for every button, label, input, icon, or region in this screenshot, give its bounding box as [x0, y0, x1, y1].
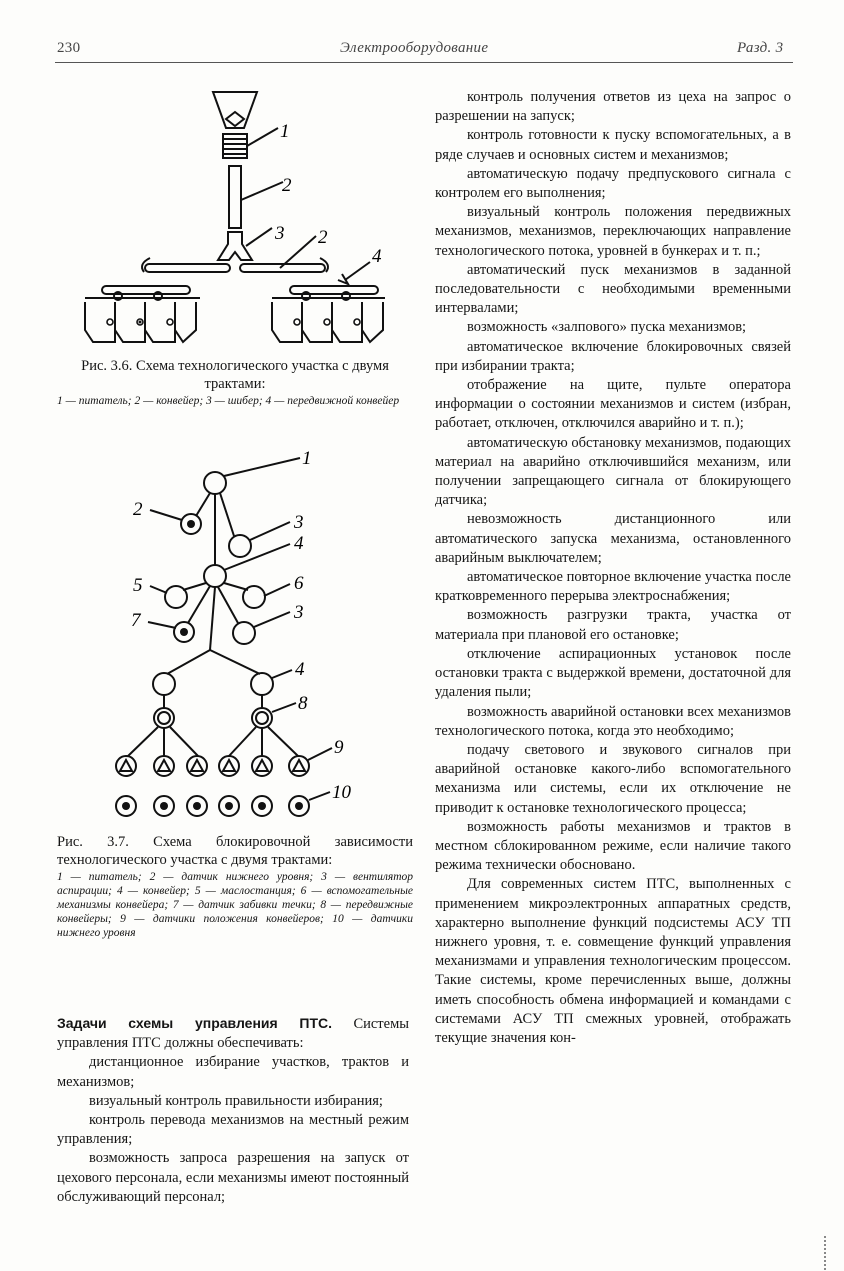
section-label: Разд. 3	[737, 40, 784, 56]
fig37-label-9: 9	[334, 737, 344, 758]
fig37-label-8: 8	[298, 693, 308, 714]
list-item: возможность разгрузки тракта, участка от материала при плановой его остановке;	[435, 607, 791, 643]
list-item: возможность работы механизмов и трактов в местном сблокированном режиме, если наличие такого режима технически обосновано.	[435, 818, 791, 874]
intro-text: Системы управления ПТС должны обеспечивать:	[57, 1016, 409, 1052]
section-heading: Задачи схемы управления ПТС.	[57, 1015, 332, 1031]
fig37-label-5: 5	[133, 575, 143, 596]
figure-3-6-title: Рис. 3.6. Схема технологического участка с двумя трактами:	[81, 358, 389, 392]
list-item: дистанционное избирание участков, трактов и механизмов;	[57, 1054, 409, 1090]
list-item: контроль перевода механизмов на местный режим управления;	[57, 1112, 409, 1148]
figure-3-7-title: Рис. 3.7. Схема блокировочной зависимости технологического участка с двумя трактами:	[57, 834, 413, 868]
fig37-label-3: 3	[294, 512, 304, 533]
list-item: визуальный контроль правильности избирания;	[89, 1092, 383, 1109]
controls-intro-paragraph	[57, 1014, 409, 1053]
list-item: автоматический пуск механизмов в заданной последовательности с необходимыми временными интервалами;	[435, 261, 791, 317]
fig36-label-2: 2	[282, 175, 292, 196]
list-item: контроль готовности к пуску вспомогательных, а в ряде случаев и основных систем и механизмов;	[435, 127, 791, 163]
figure-3-7-legend: 1 — питатель; 2 — датчик нижнего уровня; 3 — вентилятор аспирации; 4 — конвейер; 5 — маслостанция; 6 — вспомогательные механизмы конвейера; 7 — датчик забивки течки; 8 — передвижные конвейеры; 9 — датчики положения конвейеров; 10 — датчики нижнего уровня	[57, 871, 413, 939]
fig36-label-4: 4	[372, 246, 382, 267]
page-number: 230	[57, 40, 81, 56]
fig37-label-2: 2	[133, 499, 143, 520]
list-item: автоматическое повторное включение участка после кратковременного перерыва электроснабжения;	[435, 569, 791, 605]
body-paragraph: Для современных систем ПТС, выполненных с применением микроэлектронных аппаратных средств, характерно выполнение функций подсистемы АСУ ТП нижнего уровня, т. е. совмещение функций управления механизмами и управления технологическим процессом. Такие системы, кроме перечисленных выше, должны иметь способность обмена информацией и командами с системами АСУ ТП смежных уровней, отображать текущие значения кон-	[435, 876, 791, 1046]
list-item: автоматическую подачу предпускового сигнала с контролем его выполнения;	[435, 165, 791, 202]
running-title: Электрооборудование	[340, 40, 489, 56]
figure-3-7-caption	[57, 833, 413, 940]
fig37-label-1: 1	[302, 448, 312, 469]
list-item: отображение на щите, пульте оператора информации о состоянии механизмов и систем (избран, работает, отключен, отключился аварийно и т. п.);	[435, 377, 791, 432]
fig37-label-7: 7	[131, 610, 141, 631]
fig36-label-1: 1	[280, 121, 290, 142]
list-item: возможность «залпового» пуска механизмов;	[467, 319, 747, 336]
fig37-label-4: 4	[294, 533, 304, 554]
left-column	[57, 1014, 409, 1207]
fig36-label-3: 3	[275, 223, 285, 244]
list-item: отключение аспирационных установок после остановки тракта с выдержкой времени, достаточной для удаления пыли;	[435, 645, 791, 701]
fig36-label-2b: 2	[318, 227, 328, 248]
list-item: автоматическое включение блокировочных связей при избирании тракта;	[435, 338, 791, 374]
list-item: возможность запроса разрешения на запуск от цехового персонала, если механизмы имеют постоянный обслуживающий персонал;	[57, 1150, 409, 1205]
list-item: визуальный контроль положения передвижных механизмов, механизмов, переключающих направление технологического потока, уровней в бункерах и т. п.;	[435, 204, 791, 259]
margin-mark	[824, 1236, 828, 1270]
fig37-label-10: 10	[332, 782, 351, 803]
fig37-label-6: 6	[294, 573, 304, 594]
figure-3-6-legend: 1 — питатель; 2 — конвейер; 3 — шибер; 4 — передвижной конвейер	[57, 395, 400, 407]
list-item: автоматическую обстановку механизмов, подающих материал на аварийно отключившийся механизм, или получении запрещающего сигнала от блокирующего датчика;	[435, 434, 791, 509]
list-item: невозможность дистанционного или автоматического запуска механизма, остановленного аварийным выключателем;	[435, 511, 791, 566]
list-item: возможность аварийной остановки всех механизмов технологического потока, когда это необходимо;	[435, 703, 791, 739]
fig37-label-3b: 3	[294, 602, 304, 623]
fig37-label-4b: 4	[295, 659, 305, 680]
list-item: подачу светового и звукового сигналов при аварийной остановке какого-либо вспомогательного механизма или системы, если их отключение не приводит к остановке технологического процесса;	[435, 741, 791, 816]
list-item: контроль получения ответов из цеха на запрос о разрешении на запуск;	[435, 89, 791, 125]
right-column	[435, 88, 791, 1048]
